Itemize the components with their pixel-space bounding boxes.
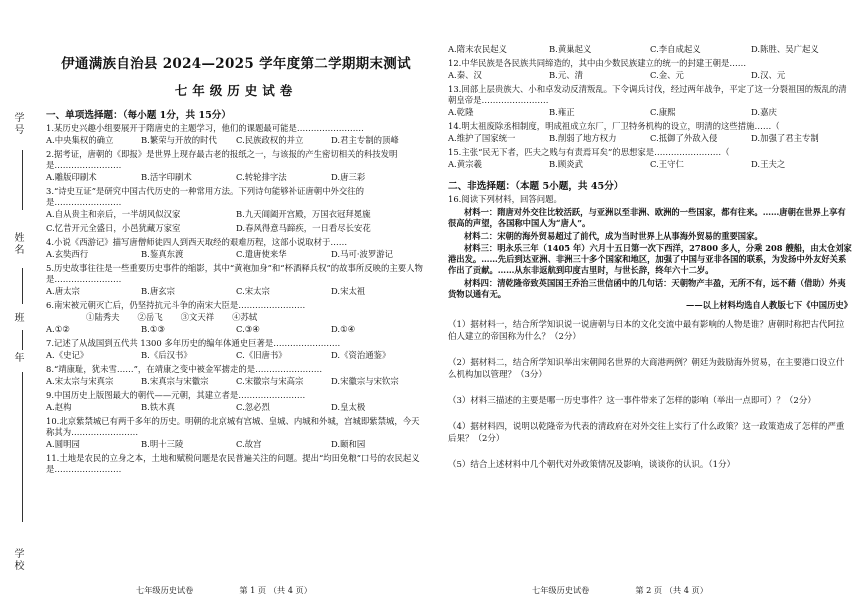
option: C.忆昔开元全盛日，小邑犹藏万家室 bbox=[46, 223, 181, 233]
question-options bbox=[46, 223, 426, 234]
footer-page: 第 2 页 （共 4 页） bbox=[635, 585, 708, 595]
item: ②岳飞 bbox=[137, 312, 163, 322]
option: B.宋真宗与宋徽宗 bbox=[141, 376, 209, 386]
option: C.宋徽宗与宋高宗 bbox=[236, 376, 304, 386]
margin-label-ban: 班 bbox=[12, 312, 23, 324]
option: B.繁荣与开放的时代 bbox=[141, 135, 217, 145]
option: B.明十三陵 bbox=[141, 439, 184, 449]
option: C.金、元 bbox=[650, 70, 684, 80]
option: B.削弱了地方权力 bbox=[549, 133, 617, 143]
question-options bbox=[448, 70, 852, 81]
question-stem: 8.“靖康耻，犹未雪……”，在靖康之变中被金军掳走的是…………………… bbox=[46, 364, 323, 374]
option: A.维护了国家统一 bbox=[448, 133, 516, 143]
option: D.春风得意马蹄疾，一日看尽长安花 bbox=[236, 223, 371, 233]
question-options bbox=[46, 376, 426, 387]
question-stem: 9.中国历史上版图最大的朝代——元朝，其建立者是…………………… bbox=[46, 390, 306, 400]
material-source: ——以上材料均选自人教版七下《中国历史》 bbox=[686, 300, 852, 311]
option: A.宋太宗与宋真宗 bbox=[46, 376, 114, 386]
question-stem: 12.中华民族是各民族共同缔造的，其中由少数民族建立的统一的封建王朝是…… bbox=[448, 58, 747, 68]
option: C.李自成起义 bbox=[650, 44, 701, 54]
question-options bbox=[448, 159, 852, 170]
material-text: 材料一：隋唐对外交往比较活跃，与亚洲以至非洲、欧洲的一些国家，都有往来。……唐朝在世界上享有很高的声望，各国称中国人为“唐人”。 bbox=[448, 207, 846, 228]
option: C.遣唐使来华 bbox=[236, 249, 287, 259]
option: B.活字印刷术 bbox=[141, 172, 192, 182]
section-heading: 二、非选择题：（本题 5小题，共 45分） bbox=[448, 181, 624, 192]
option: D.唐三彩 bbox=[331, 172, 366, 182]
page-footer bbox=[532, 585, 708, 596]
sub-question: （1）据材料一，结合所学知识说一说唐朝与日本的文化交流中最有影响的人物是谁？唐朝时称把古代阿拉伯人建立的帝国称为什么？（2分） bbox=[448, 320, 845, 343]
option: A.中央集权的确立 bbox=[46, 135, 114, 145]
sub-question: （5）结合上述材料中几个朝代对外政策情况及影响，谈谈你的认识。（1分） bbox=[448, 460, 736, 471]
question-options bbox=[46, 172, 426, 183]
option: D.宋太祖 bbox=[331, 286, 366, 296]
question-stem: 10.北京紫禁城已有两千多年的历史。明朝的北京城有宫城、皇城、内城和外城，宫城即紫禁城，今天称其为…………………… bbox=[46, 416, 420, 437]
question-stem: 7.记述了从战国到五代共 1300 多年历史的编年体通史巨著是…………………… bbox=[46, 338, 341, 348]
option: C.康熙 bbox=[650, 107, 676, 117]
page-footer bbox=[136, 585, 312, 596]
question-stem: 13.回部上层贵族大、小和卓发动反清叛乱。下令调兵讨伐，经过两年战争，平定了这一分裂祖国的叛乱的清朝皇帝是…………………… bbox=[448, 84, 847, 105]
option: D.加强了君主专制 bbox=[751, 133, 819, 143]
option: C.故宫 bbox=[236, 439, 262, 449]
item: ④苏轼 bbox=[232, 312, 258, 322]
option: D.颐和园 bbox=[331, 439, 366, 449]
binding-margin bbox=[0, 0, 44, 608]
option: C.《旧唐书》 bbox=[236, 350, 287, 360]
option: A.玄奘西行 bbox=[46, 249, 89, 259]
margin-label-nian: 年 bbox=[12, 352, 23, 364]
option: C.忽必烈 bbox=[236, 402, 270, 412]
question-options bbox=[46, 209, 426, 220]
margin-line bbox=[22, 372, 23, 522]
material-text: 材料三：明永乐三年（1405 年）六月十五日第一次下西洋，27800 多人，分乘 208 艘船，由太仓刘家港出发。……先后到达亚洲、非洲三十多个国家和地区，加强了中国与亚非各国的联系，为发扬中外友好关系作出了贡献。……从东非返航到印度古里时，与世长辞，终年六十二岁。 bbox=[448, 243, 852, 275]
option: C.民族政权的并立 bbox=[236, 135, 304, 145]
option: A.黄宗羲 bbox=[448, 159, 482, 169]
item: ③文天祥 bbox=[180, 312, 215, 322]
question-stem: 2.据考证，唐朝的《即报》是世界上现存最古老的报纸之一，与该报的产生密切相关的科技发明是…………………… bbox=[46, 149, 398, 170]
question-options bbox=[46, 135, 426, 146]
question-stem: 1.某历史兴趣小组要展开于隋唐史的主题学习，他们的课题最可能是…………………… bbox=[46, 123, 364, 133]
question-stem: 6.南宋被元朝灭亡后，仍坚持抗元斗争的南宋大臣是…………………… bbox=[46, 300, 306, 310]
question-options bbox=[448, 133, 852, 144]
question-options bbox=[46, 286, 426, 297]
footer-name: 七年级历史试卷 bbox=[136, 585, 194, 595]
item: ①陆秀夫 bbox=[86, 312, 120, 322]
option: C.宋太宗 bbox=[236, 286, 270, 296]
question-stem: 11.土地是农民的立身之本，土地和赋税问题是农民普遍关注的问题。提出“均田免粮”口号的农民起义是…………………… bbox=[46, 453, 420, 474]
option: B.①③ bbox=[141, 324, 165, 334]
option: B.九天阊阖开宫殿，万国衣冠拜冕旒 bbox=[236, 209, 371, 219]
question-options bbox=[46, 249, 426, 260]
question-options bbox=[46, 324, 426, 335]
material-text: 材料二：宋朝的海外贸易超过了前代，成为当时世界上从事海外贸易的重要国家。 bbox=[464, 230, 763, 241]
question-stem: 4.小说《西游记》描写唐僧师徒四人到西天取经的艰难历程，这部小说取材于…… bbox=[46, 237, 348, 247]
margin-line bbox=[22, 268, 23, 304]
option: B.唐玄宗 bbox=[141, 286, 175, 296]
option: D.《资治通鉴》 bbox=[331, 350, 391, 360]
option: D.马可·波罗游记 bbox=[331, 249, 393, 259]
question-options bbox=[46, 402, 426, 413]
page-two bbox=[448, 0, 852, 608]
question-stem: 15.主张“民无下者，匹夫之贱与有责焉耳矣”的思想家是……………………（ bbox=[448, 147, 730, 157]
margin-line bbox=[22, 150, 23, 210]
option: A.雕版印刷术 bbox=[46, 172, 97, 182]
option: C.王守仁 bbox=[650, 159, 684, 169]
question-options bbox=[46, 350, 426, 361]
question-options bbox=[448, 44, 852, 55]
option: A.唐太宗 bbox=[46, 286, 80, 296]
sub-question: （3）材料三描述的主要是哪一历史事件？这一事件带来了怎样的影响（举出一点即可）？（2分） bbox=[448, 396, 816, 407]
sub-question: （4）据材料四，说明以乾隆帝为代表的清政府在对外交往上实行了什么政策？这一政策造成了怎样的严重后果？（2分） bbox=[448, 422, 845, 445]
option: A.秦、汉 bbox=[448, 70, 482, 80]
option: D.皇太极 bbox=[331, 402, 366, 412]
option: D.宋徽宗与宋钦宗 bbox=[331, 376, 399, 386]
material-text: 材料四：清乾隆帝致英国国王乔治三世信函中的几句话：天朝物产丰盈，无所不有，远不藉（借助）外夷货物以通有无。 bbox=[448, 277, 846, 299]
option: A.隋末农民起义 bbox=[448, 44, 507, 54]
option: C.③④ bbox=[236, 324, 260, 334]
option: C.抵御了外敌入侵 bbox=[650, 133, 718, 143]
section-heading: 一、单项选择题：（每小题 1分，共 15分） bbox=[46, 110, 231, 121]
option: B.黄巢起义 bbox=[549, 44, 592, 54]
option: D.君主专制的顶峰 bbox=[331, 135, 399, 145]
option: B.雍正 bbox=[549, 107, 575, 117]
option: D.陈胜、吴广起义 bbox=[751, 44, 819, 54]
option: A.《史记》 bbox=[46, 350, 89, 360]
option: D.汉、元 bbox=[751, 70, 786, 80]
option: D.①④ bbox=[331, 324, 356, 334]
margin-line bbox=[22, 330, 23, 350]
option: B.元、清 bbox=[549, 70, 583, 80]
option: C.转轮排字法 bbox=[236, 172, 287, 182]
option: A.①② bbox=[46, 324, 70, 334]
option: B.铁木真 bbox=[141, 402, 175, 412]
footer-name: 七年级历史试卷 bbox=[532, 585, 590, 595]
exam-subtitle: 七年级历史试卷 bbox=[174, 83, 298, 98]
margin-label-xuehao: 学号 bbox=[12, 112, 23, 136]
option: A.赵构 bbox=[46, 402, 72, 412]
option: B.《后汉书》 bbox=[141, 350, 192, 360]
question-items bbox=[86, 312, 426, 323]
question-stem: 14.明太祖废除丞相制度，明成祖成立东厂，厂卫特务机构的设立，明清的这些措施……（ bbox=[448, 121, 780, 131]
option: A.自从贵主和亲后，一半胡风似汉家 bbox=[46, 209, 181, 219]
margin-label-xuexiao: 学校 bbox=[12, 548, 23, 572]
option: A.乾隆 bbox=[448, 107, 474, 117]
page-one bbox=[46, 0, 426, 608]
footer-page: 第 1 页 （共 4 页） bbox=[239, 585, 312, 595]
question-options bbox=[448, 107, 852, 118]
sub-question: （2）据材料二，结合所学知识举出宋朝闻名世界的大商港两例？朝廷为鼓励海外贸易，在主要港口设立什么机构加以管理？（3分） bbox=[448, 358, 845, 381]
option: D.王夫之 bbox=[751, 159, 786, 169]
option: A.圆明园 bbox=[46, 439, 80, 449]
question-stem: 16.阅读下列材料，回答问题。 bbox=[448, 194, 562, 204]
exam-title: 伊通满族自治县 2024—2025 学年度第二学期期末测试 bbox=[61, 56, 411, 72]
option: B.顾炎武 bbox=[549, 159, 583, 169]
margin-label-xingming: 姓名 bbox=[12, 232, 23, 256]
question-stem: 5.历史故事往往是一些重要历史事件的缩影，其中“黄袍加身”和“杯酒释兵权”的故事所反映的主要人物是…………………… bbox=[46, 263, 423, 284]
option: B.鉴真东渡 bbox=[141, 249, 184, 259]
question-stem: 3.“诗史互证”是研究中国古代历史的一种常用方法。下列诗句能够补证唐朝中外交往的是…………………… bbox=[46, 186, 365, 207]
question-options bbox=[46, 439, 426, 450]
option: D.嘉庆 bbox=[751, 107, 777, 117]
